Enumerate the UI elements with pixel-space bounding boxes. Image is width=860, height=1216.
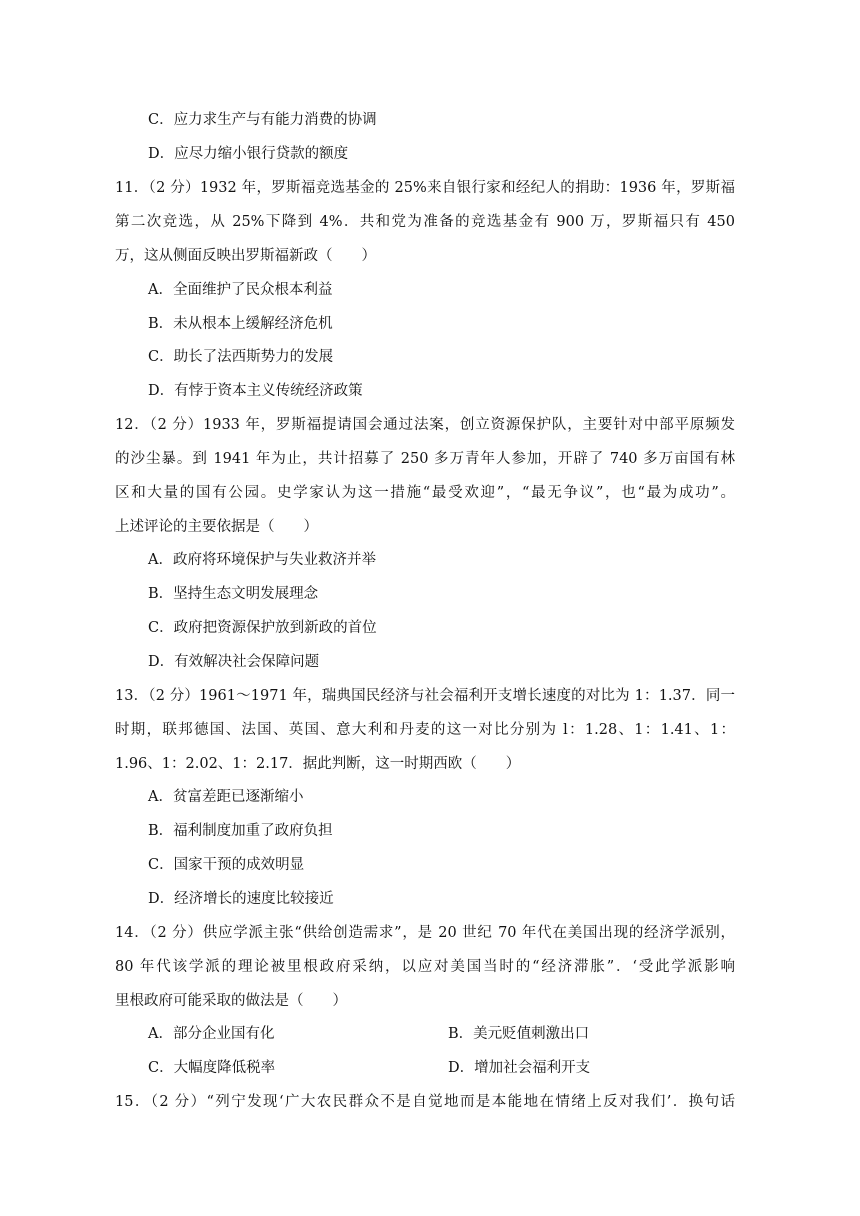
q12-option-c: C．政府把资源保护放到新政的首位 [148,620,377,636]
q10-option-c: C．应力求生产与有能力消费的协调 [148,112,377,128]
q12-stem-line-2: 的沙尘暴。到 1941 年为止，共计招募了 250 多万青年人参加，开辟了 740 多万亩国有林 [115,451,735,467]
q12-option-b: B．坚持生态文明发展理念 [148,586,319,602]
q12-stem-line-4: 上述评论的主要依据是（ ） [115,519,318,535]
q14-stem-line-3: 里根政府可能采取的做法是（ ） [115,993,347,1009]
q12-option-a: A．政府将环境保护与失业救济并举 [148,552,376,568]
q13-stem-line-3: 1.96、1：2.02、1：2.17．据此判断，这一时期西欧（ ） [115,756,521,772]
q13-option-c: C．国家干预的成效明显 [148,857,305,873]
q11-stem-line-2: 第二次竞选，从 25%下降到 4%．共和党为准备的竞选基金有 900 万，罗斯福只有 450 [115,214,735,230]
q13-stem-line-1: 13．（2 分）1961～1971 年，瑞典国民经济与社会福利开支增长速度的对比为 1：1.37．同一 [115,688,735,704]
q11-stem-line-1: 11．（2 分）1932 年，罗斯福竞选基金的 25%来自银行家和经纪人的捐助：1936 年，罗斯福 [115,180,735,196]
q11-option-a: A．全面维护了民众根本利益 [148,282,333,298]
q13-option-b: B．福利制度加重了政府负担 [148,823,333,839]
q11-option-c: C．助长了法西斯势力的发展 [148,349,334,365]
q14-stem-line-2: 80 年代该学派的理论被里根政府采纳，以应对美国当时的“经济滞胀”．‘受此学派影响 [115,959,735,975]
q12-option-d: D．有效解决社会保障问题 [148,654,320,670]
q11-option-b: B．未从根本上缓解经济危机 [148,316,333,332]
q13-stem-line-2: 时期，联邦德国、法国、英国、意大利和丹麦的这一对比分别为 l：1.28、1：1.41、1： [115,722,735,738]
q14-option-d: D．增加社会福利开支 [448,1060,591,1076]
q13-option-a: A．贫富差距已逐渐缩小 [148,789,304,805]
q14-stem-line-1: 14．（2 分）供应学派主张“供给创造需求”，是 20 世纪 70 年代在美国出现的经济学派别， [115,925,735,941]
q14-option-b: B．美元贬值刺激出口 [448,1026,590,1042]
q15-stem-line-1: 15．（2 分）“列宁发现‘广大农民群众不是自觉地而是本能地在情绪上反对我们’．换句话 [115,1094,735,1110]
q12-stem-line-3: 区和大量的国有公园。史学家认为这一措施“最受欢迎”，“最无争议”，也“最为成功”。 [115,485,735,501]
q13-option-d: D．经济增长的速度比较接近 [148,891,334,907]
q11-stem-line-3: 万，这从侧面反映出罗斯福新政（ ） [115,248,376,264]
q14-option-c: C．大幅度降低税率 [148,1060,276,1076]
q11-option-d: D．有悖于资本主义传统经济政策 [148,383,363,399]
q12-stem-line-1: 12．（2 分）1933 年，罗斯福提请国会通过法案，创立资源保护队，主要针对中部平原频发 [115,417,735,433]
q14-option-a: A．部分企业国有化 [148,1026,275,1042]
q10-option-d: D．应尽力缩小银行贷款的额度 [148,146,349,162]
